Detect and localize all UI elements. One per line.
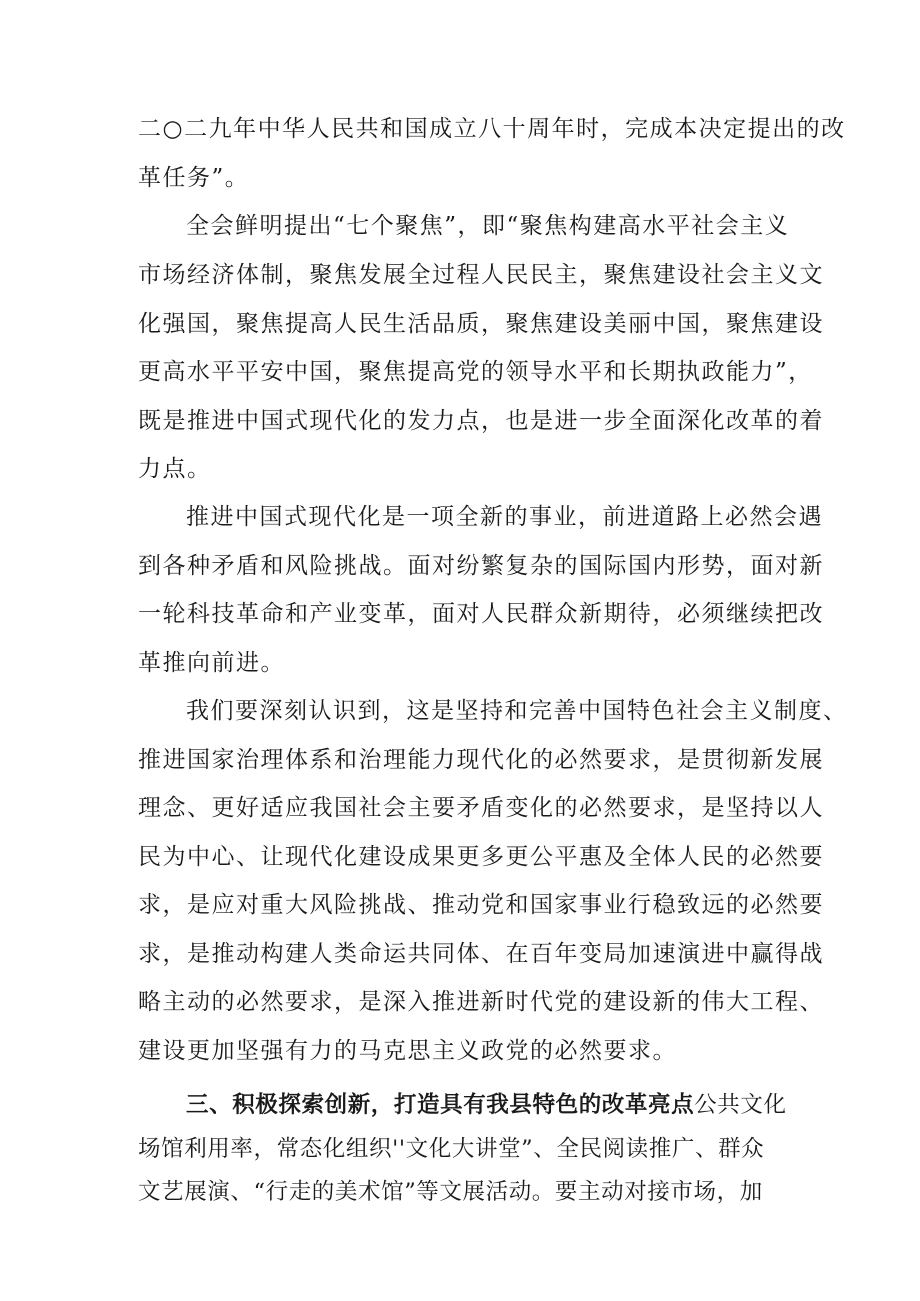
text-line: 求，是推动构建人类命运共同体、在百年变局加速演进中赢得战 bbox=[138, 941, 824, 967]
text-line: 推进国家治理体系和治理能力现代化的必然要求，是贯彻新发展 bbox=[138, 747, 824, 773]
text-line: 更高水平平安中国，聚焦提高党的领导水平和长期执政能力”， bbox=[138, 359, 813, 385]
text-line: 力点。 bbox=[138, 456, 212, 482]
text-line: 二○二九年中华人民共和国成立八十周年时，完成本决定提出的改 bbox=[138, 116, 846, 142]
text-line: 推进中国式现代化是一项全新的事业，前进道路上必然会遇 bbox=[186, 504, 823, 530]
text-line: 求，是应对重大风险挑战、推动党和国家事业行稳致远的必然要 bbox=[138, 892, 824, 918]
section-heading-tail: 公共文化 bbox=[694, 1092, 787, 1118]
text-line: 既是推进中国式现代化的发力点，也是进一步全面深化改革的着 bbox=[138, 408, 824, 434]
text-line: 理念、更好适应我国社会主要矛盾变化的必然要求，是坚持以人 bbox=[138, 795, 824, 821]
text-line: 民为中心、让现代化建设成果更多更公平惠及全体人民的必然要 bbox=[138, 844, 824, 870]
text-line: 化强国，聚焦提高人民生活品质，聚焦建设美丽中国，聚焦建设 bbox=[138, 311, 824, 337]
section-first-line bbox=[186, 1090, 798, 1120]
text-line: 场馆利用率，常态化组织''文化大讲堂”、全民阅读推广、群众 bbox=[138, 1136, 765, 1162]
section-heading: 三、积极探索创新，打造具有我县特色的改革亮点 bbox=[186, 1092, 695, 1118]
text-line: 文艺展演、“行走的美术馆”等文展活动。要主动对接市场，加 bbox=[138, 1179, 763, 1205]
text-line: 革任务”。 bbox=[138, 165, 250, 191]
text-line: 革推向前进。 bbox=[138, 650, 285, 676]
text-line: 我们要深刻认识到，这是坚持和完善中国特色社会主义制度、 bbox=[186, 698, 848, 724]
text-line: 市场经济体制，聚焦发展全过程人民民主，聚焦建设社会主义文 bbox=[138, 262, 824, 288]
text-line: 全会鲜明提出“七个聚焦”，即“聚焦构建高水平社会主义 bbox=[186, 213, 790, 239]
text-line: 建设更加坚强有力的马克思主义政党的必然要求。 bbox=[138, 1038, 677, 1064]
text-line: 到各种矛盾和风险挑战。面对纷繁复杂的国际国内形势，面对新 bbox=[138, 553, 824, 579]
text-line: 略主动的必然要求，是深入推进新时代党的建设新的伟大工程、 bbox=[138, 989, 824, 1015]
text-line: 一轮科技革命和产业变革，面对人民群众新期待，必须继续把改 bbox=[138, 601, 824, 627]
